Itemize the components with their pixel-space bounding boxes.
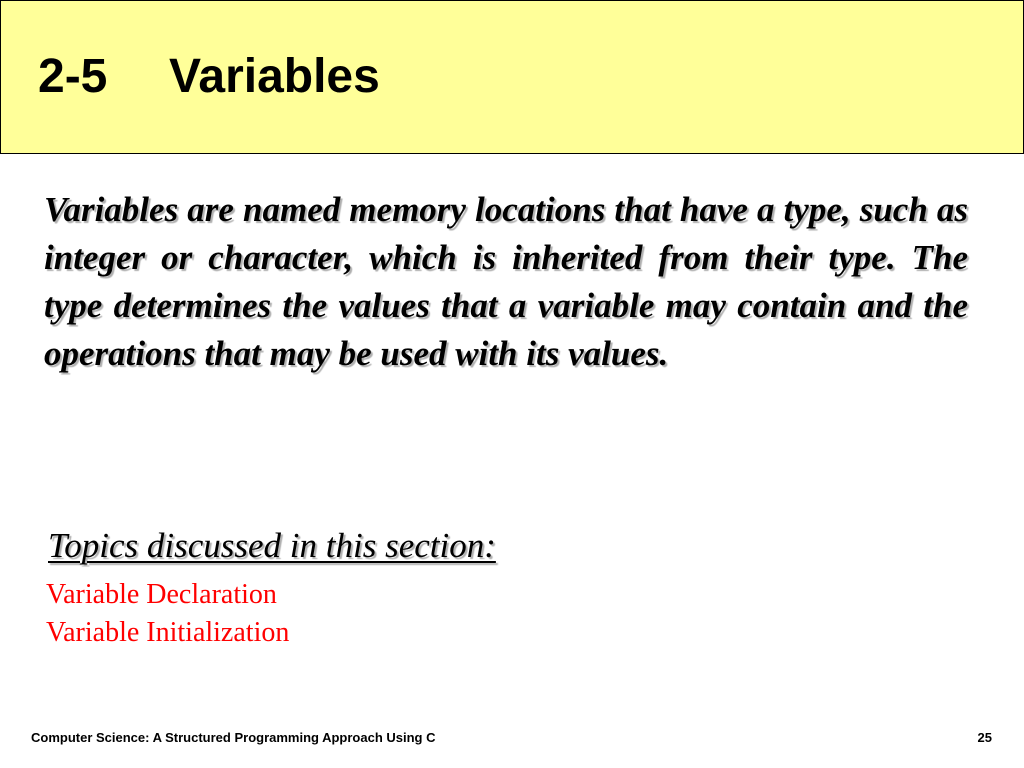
footer-page-number: 25 (977, 730, 992, 745)
slide-title: Variables (169, 50, 380, 103)
topic-item-variable-initialization: Variable Initialization (46, 617, 290, 648)
topics-heading: Topics discussed in this section: (48, 526, 496, 565)
section-number: 2-5 (38, 50, 108, 103)
topics-list (46, 576, 289, 652)
footer-course-title: Computer Science: A Structured Programming Approach Using C (31, 730, 436, 745)
title-bar (0, 0, 1024, 154)
body-paragraph: Variables are named memory locations that have a type, such as integer or character, which is inherited from their type. The type determines the values that a variable may contain and the operations that may be used with its values. (44, 190, 968, 373)
topic-item-variable-declaration: Variable Declaration (46, 579, 277, 610)
